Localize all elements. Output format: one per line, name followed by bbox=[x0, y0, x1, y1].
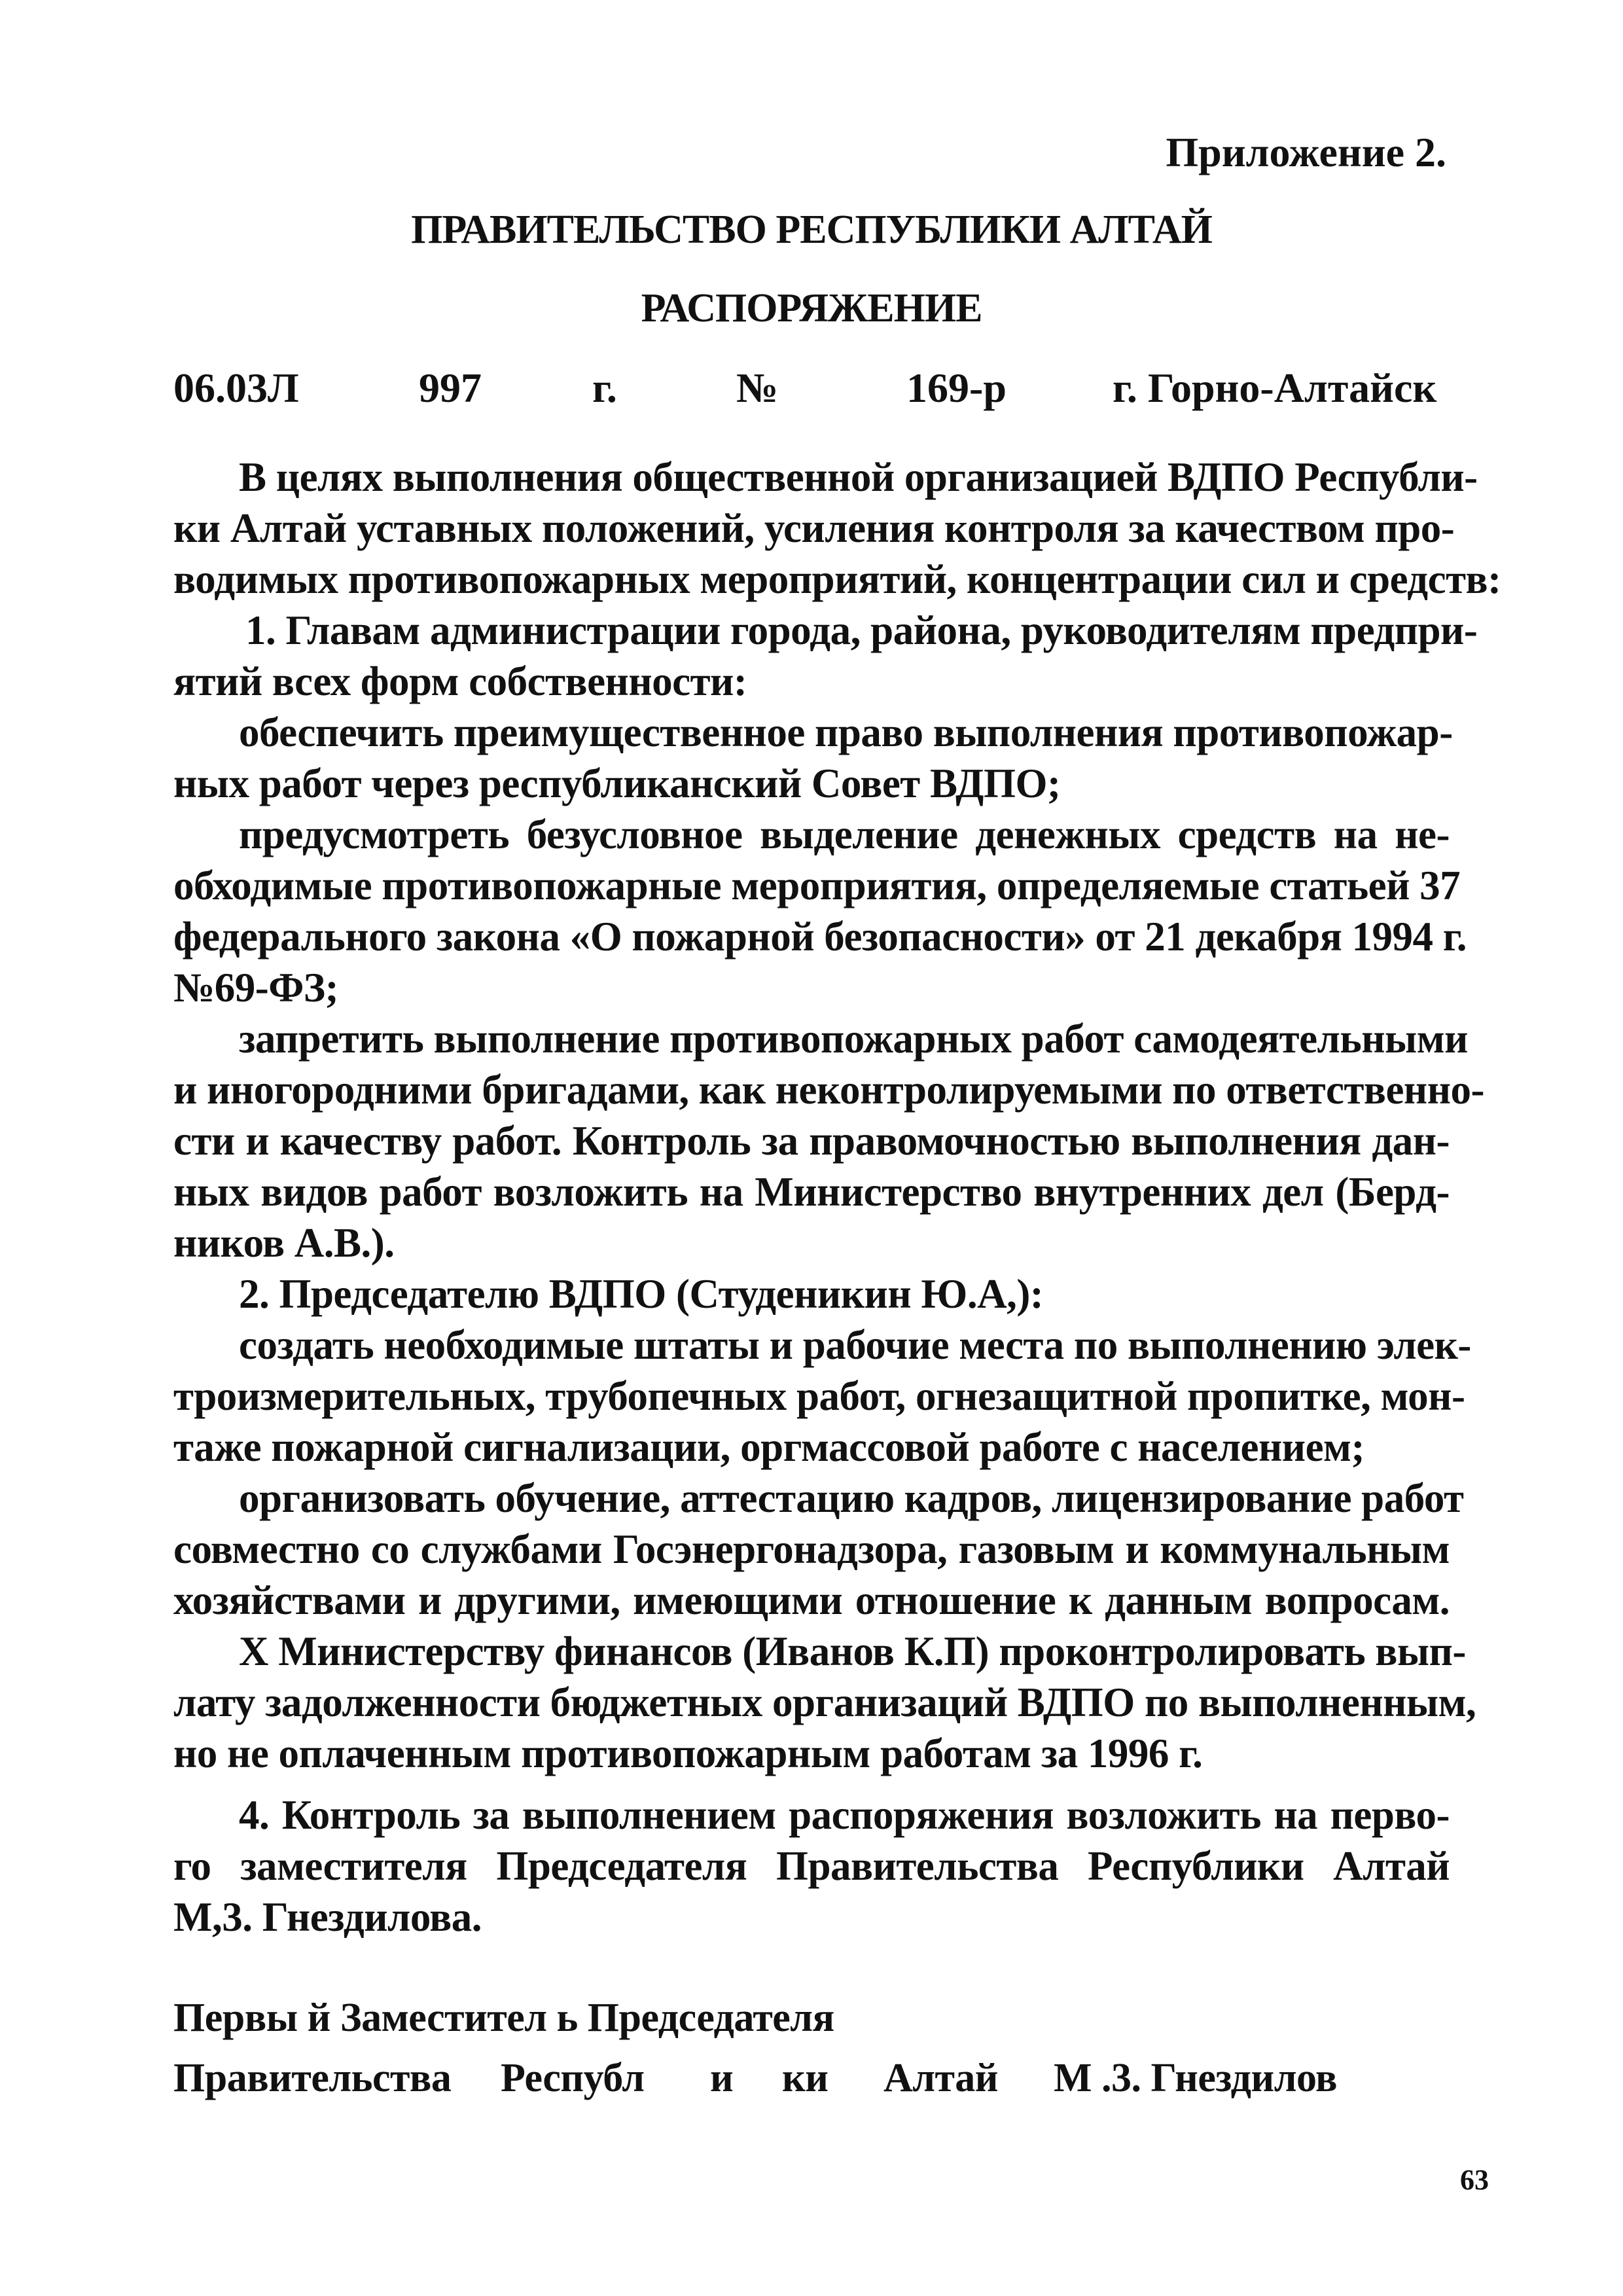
body-line: М,3. Гнездилова. bbox=[173, 1894, 482, 1940]
order-number-sign: № bbox=[736, 365, 779, 411]
body-line: В целях выполнения общественной организацией ВДПО Республи- bbox=[239, 454, 1478, 500]
body-line: 2. Председателю ВДПО (Студеникин Ю.А,): bbox=[239, 1271, 1044, 1317]
order-city: г. Горно-Алтайск bbox=[1113, 365, 1437, 411]
order-date: 06.03Л bbox=[173, 365, 299, 411]
body-line: лату задолженности бюджетных организаций ВДПО по выполненным, bbox=[173, 1679, 1476, 1725]
body-line: троизмерительных, трубопечных работ, огнезащитной пропитке, мон- bbox=[173, 1373, 1465, 1419]
order-number: 169-р bbox=[906, 365, 1007, 411]
body-line: федерального закона «О пожарной безопасности» от 21 декабря 1994 г. bbox=[173, 914, 1467, 960]
body-line: обеспечить преимущественное право выполнения противопожар- bbox=[239, 709, 1453, 755]
body-line: ных видов работ возложить на Министерство внутренних дел (Берд- bbox=[173, 1169, 1450, 1215]
body-line: предусмотреть безусловное выделение денежных средств на не- bbox=[239, 812, 1450, 857]
signatory-word: ки bbox=[782, 2056, 829, 2100]
body-line: ки Алтай уставных положений, усиления контроля за качеством про- bbox=[173, 505, 1455, 551]
signatory-word: Правительства bbox=[173, 2056, 452, 2100]
body-line: обходимые противопожарные мероприятия, определяемые статьей 37 bbox=[173, 863, 1461, 908]
body-line: Х Министерству финансов (Иванов К.П) проконтролировать вып- bbox=[239, 1628, 1466, 1674]
body-line: создать необходимые штаты и рабочие места по выполнению элек- bbox=[239, 1322, 1471, 1368]
body-line: хозяйствами и другими, имеющими отношение к данным вопросам. bbox=[173, 1577, 1450, 1623]
signatory-name: М .3. Гнездилов bbox=[1054, 2056, 1337, 2100]
signatory-title-line1: Первы й Заместител ь Председателя bbox=[173, 1996, 834, 2040]
signatory-word: Республ bbox=[501, 2056, 645, 2100]
body-line: №69-ФЗ; bbox=[173, 965, 339, 1011]
body-line: го заместителя Председателя Правительства Республики Алтай bbox=[173, 1843, 1450, 1889]
body-line: ников А.В.). bbox=[173, 1220, 395, 1266]
body-line: 1. Главам администрации города, района, руководителям предпри- bbox=[245, 607, 1478, 653]
body-line: сти и качеству работ. Контроль за правомочностью выполнения дан- bbox=[173, 1118, 1450, 1164]
page-number: 63 bbox=[1460, 2164, 1489, 2196]
document-type-title: РАСПОРЯЖЕНИЕ bbox=[641, 286, 982, 331]
body-line: таже пожарной сигнализации, оргмассовой работе с населением; bbox=[173, 1424, 1364, 1470]
body-line: водимых противопожарных мероприятий, концентрации сил и средств: bbox=[173, 556, 1501, 602]
body-line: но не оплаченным противопожарным работам за 1996 г. bbox=[173, 1731, 1203, 1776]
signatory-word: Алтай bbox=[883, 2056, 998, 2100]
signatory-word: и bbox=[710, 2056, 734, 2100]
appendix-label: Приложение 2. bbox=[1166, 129, 1446, 175]
body-line: и иногородними бригадами, как неконтролируемыми по ответственно- bbox=[173, 1067, 1484, 1113]
body-line: организовать обучение, аттестацию кадров, лицензирование работ bbox=[239, 1475, 1464, 1521]
government-title: ПРАВИТЕЛЬСТВО РЕСПУБЛИКИ АЛТАЙ bbox=[411, 207, 1212, 252]
body-line: ных работ через республиканский Совет ВДПО; bbox=[173, 761, 1061, 806]
order-year: 997 bbox=[419, 365, 482, 411]
body-line: ятий всех форм собственности: bbox=[173, 658, 747, 704]
order-year-suffix: г. bbox=[592, 365, 617, 411]
body-line: запретить выполнение противопожарных работ самодеятельными bbox=[239, 1016, 1468, 1062]
body-line: 4. Контроль за выполнением распоряжения возложить на перво- bbox=[239, 1792, 1450, 1838]
body-line: совместно со службами Госэнергонадзора, газовым и коммунальным bbox=[173, 1526, 1450, 1572]
